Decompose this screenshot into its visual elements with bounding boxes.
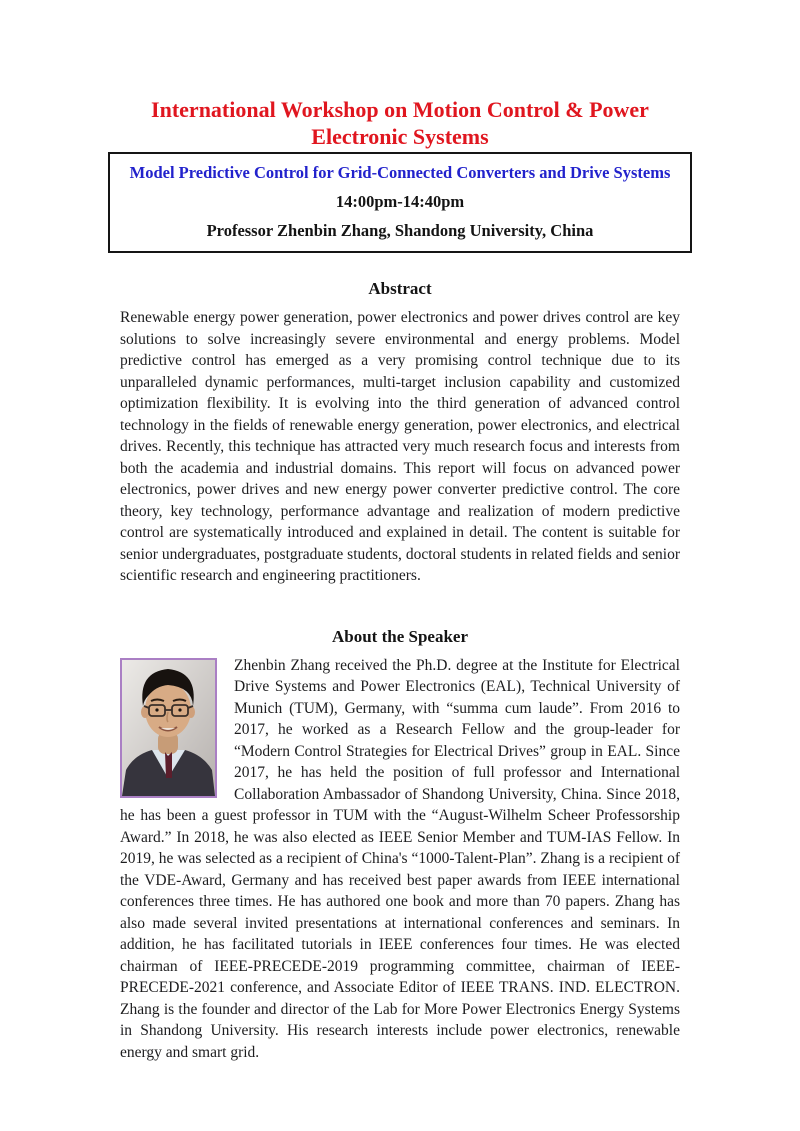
workshop-title: International Workshop on Motion Control & Power Electronic Systems: [151, 97, 649, 149]
talk-time: 14:00pm-14:40pm: [335, 192, 465, 211]
talk-title: Model Predictive Control for Grid-Connected Converters and Drive Systems: [129, 163, 671, 182]
speaker-heading: About the Speaker: [331, 626, 468, 646]
speaker-bio-text: Zhenbin Zhang received the Ph.D. degree at the Institute for Electrical Drive Systems and Power Electronics (EAL), Technical University of Munich (TUM), Germany, with “summa cum laude”. From 2016 to 2017, he worked as a Research Fellow and the group-leader for “Modern Control Strategies for Electrical Drives” group in EAL. Since 2017, he has held the position of full professor and International Collaboration Ambassador of Shandong University, China. Since 2018, he has been a guest professor in TUM with the “August-Wilhelm Scheer Professorship Award.” In 2018, he was also elected as IEEE Senior Member and TUM-IAS Fellow. In 2019, he was selected as a recipient of China's “1000-Talent-Plan”. Zhang is a recipient of the VDE-Award, Germany and has received best paper awards from IEEE international conferences three times. He has authored one book and more than 70 papers. Zhang has also made several invited presentations at international conferences and seminars. In addition, he has facilitated tutorials in IEEE conferences four times. He was elected chairman of IEEE-PRECEDE-2019 programming committee, chairman of IEEE-PRECEDE-2021 conference, and Associate Editor of IEEE TRANS. IND. ELECTRON. Zhang is the founder and director of the Lab for More Power Electronics Energy Systems in Shandong University. His research interests include power electronics, renewable energy and smart grid.: [120, 656, 680, 1061]
speaker-bio-paragraph: [120, 655, 680, 1064]
abstract-heading: Abstract: [368, 279, 432, 298]
speaker-bio-block: [120, 655, 680, 1064]
abstract-text: Renewable energy power generation, power electronics and power drives control are key solutions to solve increasingly severe environmental and energy problems. Model predictive control has emerged as a very promising control technique due to its unparalleled dynamic performances, multi-target inclusion capability and customized optimization flexibility. It is evolving into the third generation of advanced control technology in the fields of renewable energy generation, power electronics, and electrical drives. Recently, this technique has attracted very much research focus and interests from both the academia and industrial domains. This report will focus on advanced power electronics, power drives and new energy power converter predictive control. The core theory, key technology, performance advantage and realization of modern predictive control are systematically introduced and explained in detail. The content is suitable for senior undergraduates, postgraduate students, doctoral students in related fields and senior scientific research and engineering practitioners.: [120, 309, 680, 584]
talk-speaker-line: Professor Zhenbin Zhang, Shandong University, China: [206, 221, 594, 240]
speaker-photo: [120, 658, 217, 798]
speaker-photo-illustration: [122, 660, 215, 796]
session-box: [108, 152, 692, 253]
